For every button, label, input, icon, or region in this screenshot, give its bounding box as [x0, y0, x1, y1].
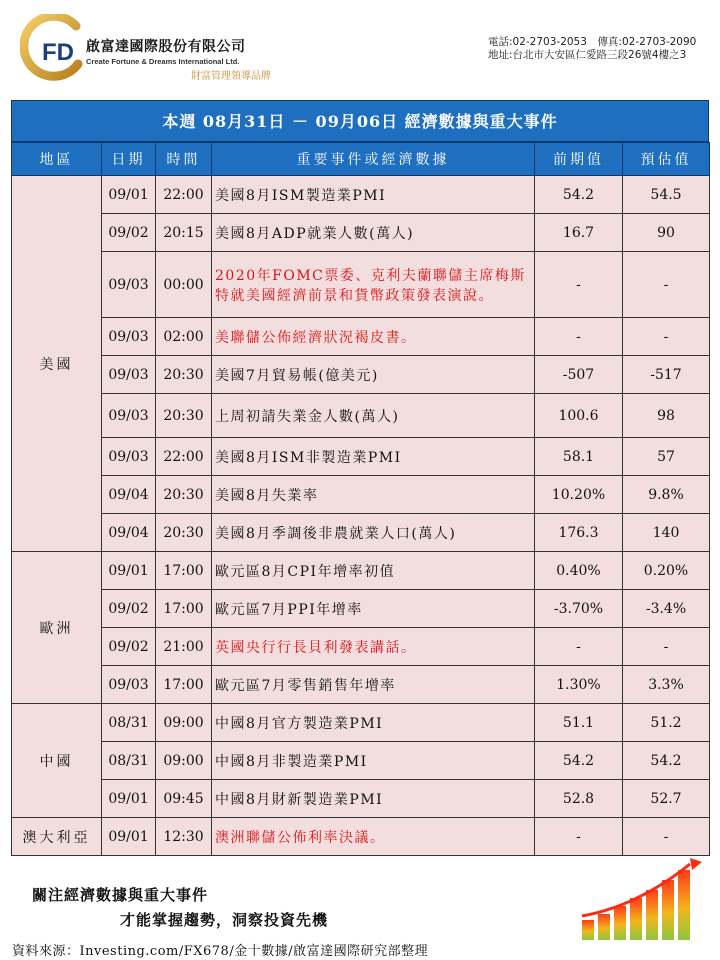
date-cell: 09/04	[102, 476, 156, 514]
time-cell: 20:30	[156, 394, 212, 438]
previous-value-cell: 16.7	[535, 214, 623, 252]
previous-value-cell: 10.20%	[535, 476, 623, 514]
table-row	[12, 356, 710, 394]
data-source: 資料來源：Investing.com/FX678/金十數據/啟富達國際研究部整理	[12, 944, 429, 959]
table-body	[12, 176, 710, 856]
time-cell: 09:45	[156, 780, 212, 818]
col-header-date: 日期	[102, 143, 156, 176]
footer-slogan-line2: 才能掌握趨勢，洞察投資先機	[120, 911, 329, 929]
table-row	[12, 628, 710, 666]
forecast-value-cell: -3.4%	[623, 590, 710, 628]
table-header-row	[12, 143, 710, 176]
table-row	[12, 552, 710, 590]
time-cell: 17:00	[156, 552, 212, 590]
time-cell: 20:30	[156, 514, 212, 552]
time-cell: 20:15	[156, 214, 212, 252]
event-cell: 中國8月財新製造業PMI	[212, 780, 535, 818]
table-row	[12, 394, 710, 438]
previous-value-cell: 58.1	[535, 438, 623, 476]
previous-value-cell: -	[535, 818, 623, 856]
previous-value-cell: -3.70%	[535, 590, 623, 628]
time-cell: 17:00	[156, 590, 212, 628]
events-table-container	[11, 100, 709, 856]
table-row	[12, 666, 710, 704]
date-cell: 09/01	[102, 176, 156, 214]
time-cell: 09:00	[156, 742, 212, 780]
previous-value-cell: -	[535, 628, 623, 666]
date-cell: 09/02	[102, 214, 156, 252]
time-cell: 21:00	[156, 628, 212, 666]
col-header-event: 重要事件或經濟數據	[212, 143, 535, 176]
event-cell: 英國央行行長貝利發表講話。	[212, 628, 535, 666]
event-cell: 歐元區7月零售銷售年增率	[212, 666, 535, 704]
footer-slogan-line1: 關注經濟數據與重大事件	[32, 886, 209, 904]
col-header-time: 時間	[156, 143, 212, 176]
forecast-value-cell: 9.8%	[623, 476, 710, 514]
table-row	[12, 818, 710, 856]
event-cell: 歐元區8月CPI年增率初值	[212, 552, 535, 590]
region-cell: 美國	[12, 176, 102, 552]
event-cell: 美國8月季調後非農就業人口(萬人)	[212, 514, 535, 552]
event-cell: 2020年FOMC票委、克利夫蘭聯儲主席梅斯特就美國經濟前景和貨幣政策發表演說。	[212, 252, 535, 318]
rising-bars-icon	[578, 856, 708, 942]
forecast-value-cell: -	[623, 318, 710, 356]
table-row	[12, 252, 710, 318]
table-title: 本週 08月31日 － 09月06日 經濟數據與重大事件	[11, 100, 709, 142]
region-cell: 歐洲	[12, 552, 102, 704]
date-cell: 09/03	[102, 666, 156, 704]
time-cell: 00:00	[156, 252, 212, 318]
forecast-value-cell: 52.7	[623, 780, 710, 818]
previous-value-cell: 1.30%	[535, 666, 623, 704]
previous-value-cell: -	[535, 252, 623, 318]
forecast-value-cell: 98	[623, 394, 710, 438]
table-row	[12, 476, 710, 514]
event-cell: 美國8月ISM非製造業PMI	[212, 438, 535, 476]
forecast-value-cell: 90	[623, 214, 710, 252]
contact-info	[488, 36, 696, 62]
previous-value-cell: 54.2	[535, 742, 623, 780]
previous-value-cell: 100.6	[535, 394, 623, 438]
previous-value-cell: 51.1	[535, 704, 623, 742]
event-cell: 美國7月貿易帳(億美元)	[212, 356, 535, 394]
table-row	[12, 742, 710, 780]
date-cell: 08/31	[102, 742, 156, 780]
date-cell: 09/03	[102, 394, 156, 438]
table-row	[12, 704, 710, 742]
time-cell: 17:00	[156, 666, 212, 704]
company-name-zh: 啟富達國際股份有限公司	[86, 39, 246, 55]
time-cell: 20:30	[156, 476, 212, 514]
table-row	[12, 514, 710, 552]
date-cell: 09/02	[102, 628, 156, 666]
event-cell: 上周初請失業金人數(萬人)	[212, 394, 535, 438]
logo-letters: FD	[42, 39, 74, 66]
forecast-value-cell: 3.3%	[623, 666, 710, 704]
time-cell: 22:00	[156, 176, 212, 214]
forecast-value-cell: 54.5	[623, 176, 710, 214]
previous-value-cell: 176.3	[535, 514, 623, 552]
company-logo-icon	[20, 14, 88, 82]
col-header-forecast: 預估值	[623, 143, 710, 176]
event-cell: 澳洲聯儲公佈利率決議。	[212, 818, 535, 856]
date-cell: 09/01	[102, 818, 156, 856]
company-slogan: 財富管理領導品牌	[191, 71, 271, 82]
previous-value-cell: 0.40%	[535, 552, 623, 590]
previous-value-cell: -	[535, 318, 623, 356]
date-cell: 08/31	[102, 704, 156, 742]
forecast-value-cell: -	[623, 628, 710, 666]
date-cell: 09/03	[102, 318, 156, 356]
forecast-value-cell: 0.20%	[623, 552, 710, 590]
event-cell: 美國8月ISM製造業PMI	[212, 176, 535, 214]
forecast-value-cell: 57	[623, 438, 710, 476]
page-header	[0, 0, 720, 96]
table-row	[12, 214, 710, 252]
event-cell: 美聯儲公佈經濟狀況褐皮書。	[212, 318, 535, 356]
forecast-value-cell: 140	[623, 514, 710, 552]
phone-fax: 電話:02-2703-2053 傳真:02-2703-2090	[488, 36, 697, 48]
company-block	[86, 36, 271, 82]
region-cell: 中國	[12, 704, 102, 818]
table-row	[12, 438, 710, 476]
forecast-value-cell: 54.2	[623, 742, 710, 780]
table-row	[12, 590, 710, 628]
previous-value-cell: 54.2	[535, 176, 623, 214]
time-cell: 20:30	[156, 356, 212, 394]
events-table	[11, 142, 710, 856]
table-row	[12, 780, 710, 818]
region-cell: 澳大利亞	[12, 818, 102, 856]
time-cell: 12:30	[156, 818, 212, 856]
time-cell: 09:00	[156, 704, 212, 742]
table-row	[12, 176, 710, 214]
previous-value-cell: -507	[535, 356, 623, 394]
date-cell: 09/03	[102, 356, 156, 394]
forecast-value-cell: 51.2	[623, 704, 710, 742]
event-cell: 美國8月失業率	[212, 476, 535, 514]
forecast-value-cell: -517	[623, 356, 710, 394]
date-cell: 09/04	[102, 514, 156, 552]
date-cell: 09/01	[102, 552, 156, 590]
forecast-value-cell: -	[623, 818, 710, 856]
col-header-previous: 前期值	[535, 143, 623, 176]
col-header-region: 地區	[12, 143, 102, 176]
date-cell: 09/03	[102, 252, 156, 318]
event-cell: 中國8月非製造業PMI	[212, 742, 535, 780]
previous-value-cell: 52.8	[535, 780, 623, 818]
date-cell: 09/02	[102, 590, 156, 628]
date-cell: 09/01	[102, 780, 156, 818]
address: 地址:台北市大安區仁愛路三段26號4樓之3	[488, 49, 687, 61]
event-cell: 中國8月官方製造業PMI	[212, 704, 535, 742]
table-row	[12, 318, 710, 356]
event-cell: 歐元區7月PPI年增率	[212, 590, 535, 628]
forecast-value-cell: -	[623, 252, 710, 318]
time-cell: 02:00	[156, 318, 212, 356]
company-name-en: Create Fortune & Dreams International Ltd.	[86, 57, 240, 66]
time-cell: 22:00	[156, 438, 212, 476]
date-cell: 09/03	[102, 438, 156, 476]
event-cell: 美國8月ADP就業人數(萬人)	[212, 214, 535, 252]
